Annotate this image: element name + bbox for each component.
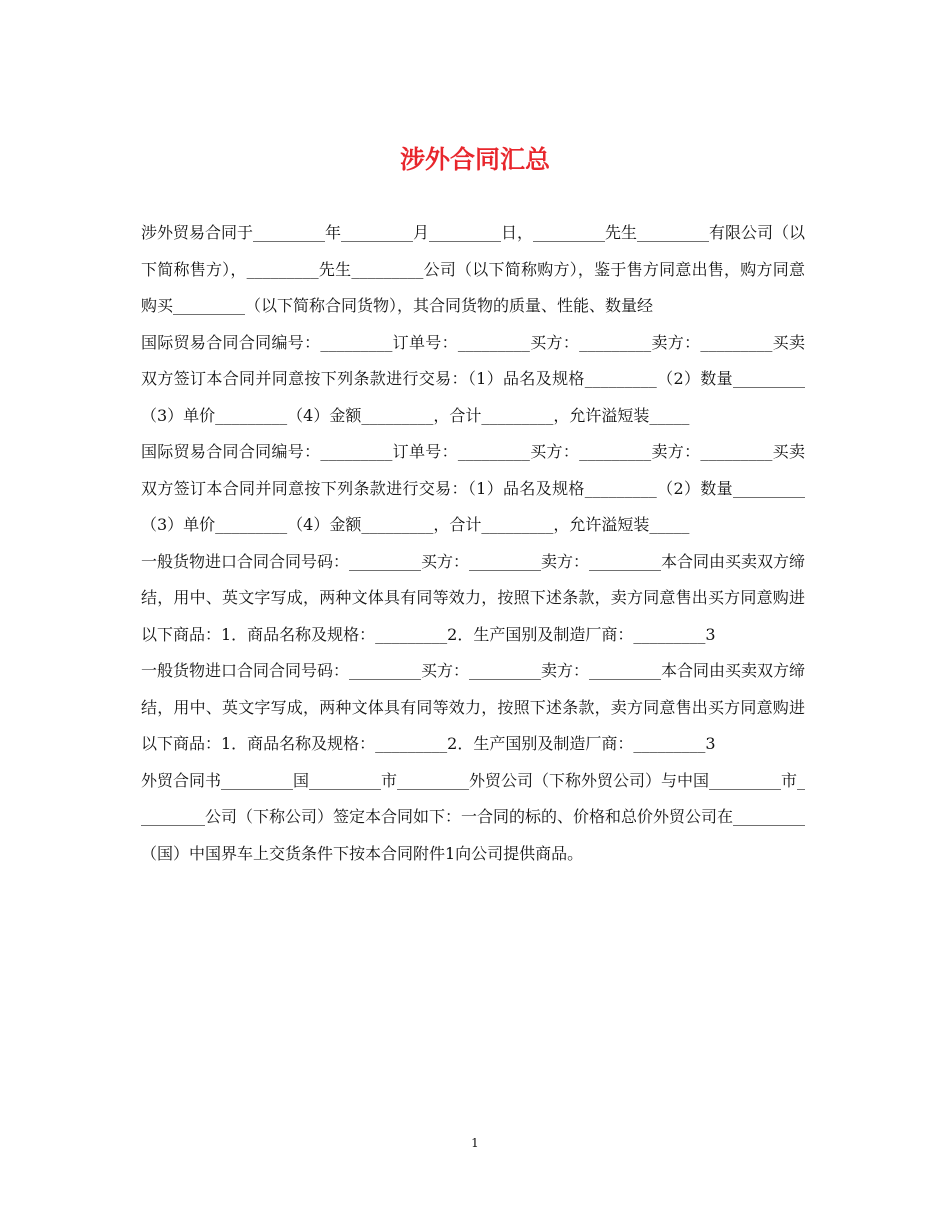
contract-paragraph-international-2: 国际贸易合同合同编号：_________订单号：_________买方：_________卖方：_________买卖双方签订本合同并同意按下列条款进行交易：（1）品名及规格_________（2）数量_________（3）单价_________（4）金额_________，合计_________，允许溢短装_____ [141, 442, 805, 534]
contract-paragraph-international-1: 国际贸易合同合同编号：_________订单号：_________买方：_________卖方：_________买卖双方签订本合同并同意按下列条款进行交易：（1）品名及规格_________（2）数量_________（3）单价_________（4）金额_________，合计_________，允许溢短装_____ [141, 332, 805, 425]
document-body [141, 215, 805, 872]
contract-paragraph-import-2: 一般货物进口合同合同号码：_________买方：_________卖方：_________本合同由买卖双方缔结，用中、英文字写成，两种文体具有同等效力，按照下述条款，卖方同意售出买方同意购进以下商品：1．商品名称及规格：_________2．生产国别及制造厂商：_________3 [141, 661, 806, 753]
contract-paragraph-foreign-trade: 外贸合同书_________国_________市_________外贸公司（下称外贸公司）与中国_________市_________公司（下称公司）签定本合同如下：一合同的标的、价格和总价外贸公司在_________（国）中国界车上交货条件下按本合同附件1向公司提供商品。 [141, 770, 806, 863]
contract-paragraph-intro: 涉外贸易合同于_________年_________月_________日，_________先生_________有限公司（以下简称售方），_________先生_________公司（以下简称购方），鉴于售方同意出售，购方同意购买_________（以下简称合同货物），其合同货物的质量、性能、数量经 [141, 223, 806, 315]
document-title: 涉外合同汇总 [399, 145, 550, 174]
contract-paragraph-import-1: 一般货物进口合同合同号码：_________买方：_________卖方：_________本合同由买卖双方缔结，用中、英文字写成，两种文体具有同等效力，按照下述条款，卖方同意售出买方同意购进以下商品：1．商品名称及规格：_________2．生产国别及制造厂商：_________3 [141, 551, 806, 644]
page-number: 1 [471, 1136, 479, 1150]
